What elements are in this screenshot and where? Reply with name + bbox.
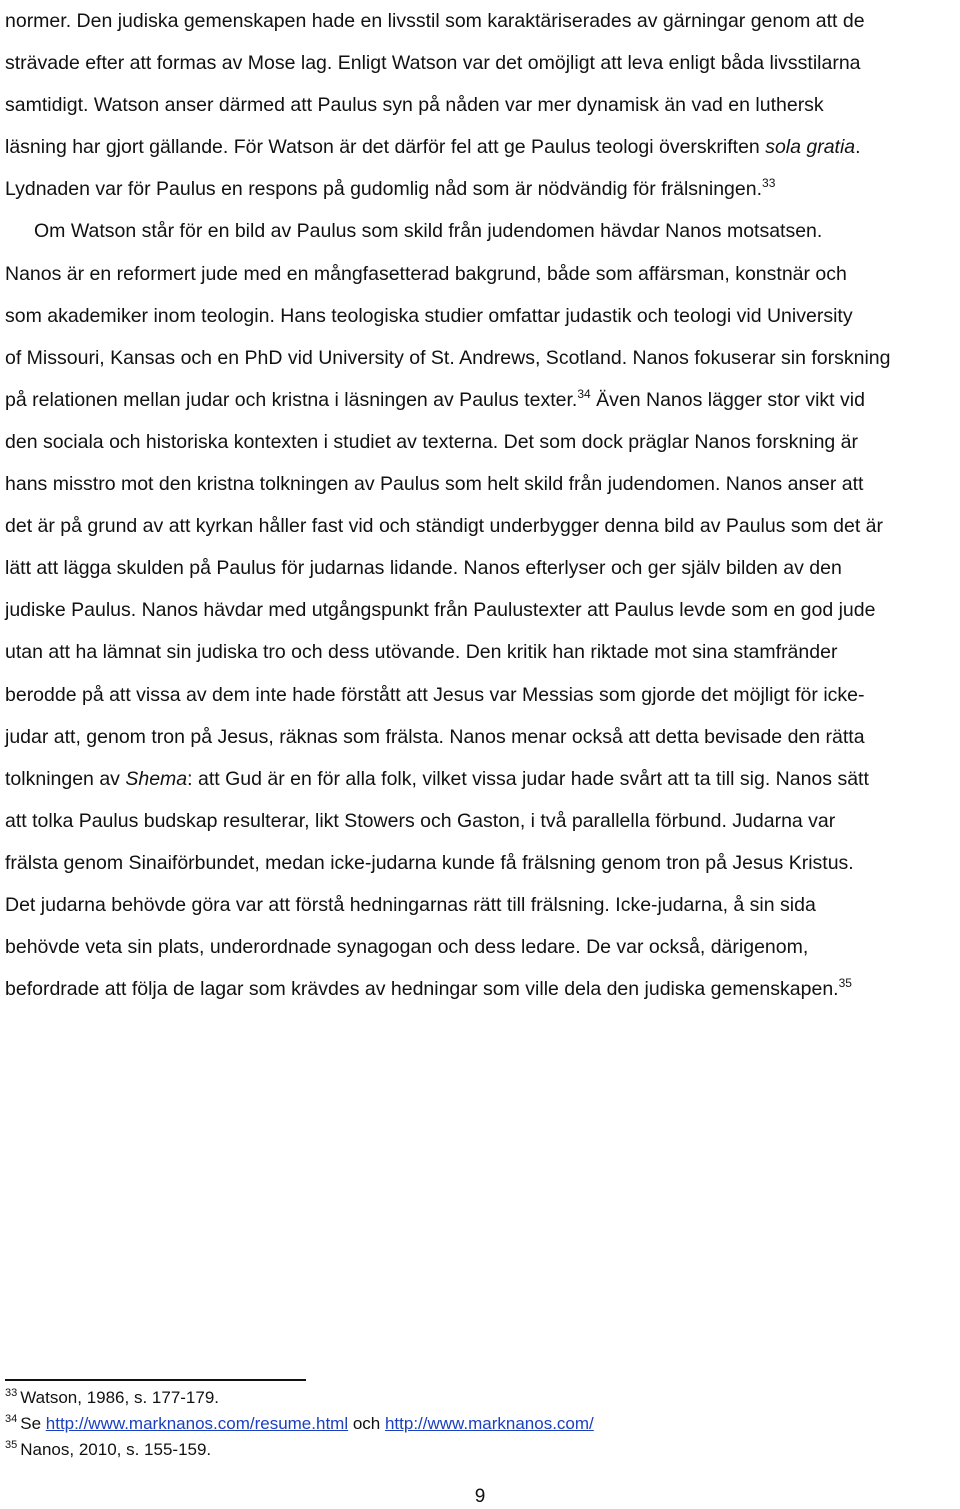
footnotes [5, 1385, 905, 1463]
footnote-ref-33[interactable]: 33 [762, 176, 776, 191]
text-line: berodde på att vissa av dem inte hade förstått att Jesus var Messias som gjorde det möjligt för icke- [5, 683, 865, 706]
text-line: den sociala och historiska kontexten i studiet av texterna. Det som dock präglar Nanos forskning är [5, 430, 859, 453]
text-line: att tolka Paulus budskap resulterar, likt Stowers och Gaston, i två parallella förbund. Judarna var [5, 809, 836, 832]
body-paragraphs [5, 0, 960, 1010]
text-line: strävade efter att formas av Mose lag. Enligt Watson var det omöjligt att leva enligt båda livsstilarna [5, 52, 861, 75]
text-line [5, 758, 960, 800]
text-line: utan att ha lämnat sin judiska tro och dess utövande. Den kritik han riktade mot sina stamfränder [5, 641, 838, 664]
page-number: 9 [474, 1486, 486, 1507]
italic-term: Shema [125, 767, 188, 790]
footnote-text: Watson, 1986, s. 177-179. [20, 1388, 220, 1407]
footnote-separator [5, 1379, 306, 1381]
italic-term: sola gratia [765, 136, 856, 159]
text-run: . [855, 136, 861, 159]
text-line [5, 379, 960, 421]
text-line: lätt att lägga skulden på Paulus för judarnas lidande. Nanos efterlyser och ger själv bilden av den [5, 557, 842, 580]
footnote-ref-35[interactable]: 35 [838, 976, 852, 991]
text-line: hans misstro mot den kristna tolkningen av Paulus som helt skild från judendomen. Nanos anser att [5, 473, 864, 496]
footnote-34 [5, 1411, 905, 1437]
text-line: of Missouri, Kansas och en PhD vid University of St. Andrews, Scotland. Nanos fokuserar sin forskning [5, 346, 891, 369]
text-run: tolkningen av [5, 767, 126, 790]
text-run: läsning har gjort gällande. För Watson är det därför fel att ge Paulus teologi överskriften [5, 136, 766, 159]
text-line [5, 168, 960, 210]
text-run: på relationen mellan judar och kristna i läsningen av Paulus texter. [5, 388, 578, 411]
text-run: : att Gud är en för alla folk, vilket vissa judar hade svårt att ta till sig. Nanos sätt [187, 767, 869, 790]
text-line: samtidigt. Watson anser därmed att Paulus syn på nåden var mer dynamisk än vad en luthersk [5, 94, 824, 117]
text-line: Nanos är en reformert jude med en mångfasetterad bakgrund, både som affärsman, konstnär och [5, 262, 847, 285]
text-line [5, 126, 960, 168]
footnote-35 [5, 1437, 905, 1463]
footnote-number: 35 [5, 1439, 18, 1451]
text-line: frälsta genom Sinaiförbundet, medan icke-judarna kunde få frälsning genom tron på Jesus Kristus. [5, 851, 854, 874]
footnote-ref-34[interactable]: 34 [577, 386, 591, 401]
text-line: Det judarna behövde göra var att förstå hedningarnas rätt till frälsning. Icke-judarna, å sin sida [5, 893, 816, 916]
text-run: Lydnaden var för Paulus en respons på gudomlig nåd som är nödvändig för frälsningen. [5, 178, 763, 201]
text-line [5, 968, 960, 1010]
text-run: Även Nanos lägger stor vikt vid [590, 388, 865, 411]
footnote-text: Se [20, 1414, 46, 1433]
footnote-text: och [348, 1414, 385, 1433]
footnote-number: 33 [5, 1387, 18, 1399]
footnote-text: Nanos, 2010, s. 155-159. [20, 1440, 212, 1459]
text-line: behövde veta sin plats, underordnade synagogan och dess ledare. De var också, därigenom, [5, 936, 809, 959]
text-line: judar att, genom tron på Jesus, räknas som frälsta. Nanos menar också att detta bevisade den rätta [5, 725, 865, 748]
footnote-33 [5, 1385, 905, 1411]
text-line: judiske Paulus. Nanos hävdar med utgångspunkt från Paulustexter att Paulus levde som en god jude [5, 599, 876, 622]
text-line: normer. Den judiska gemenskapen hade en livsstil som karaktäriserades av gärningar genom att de [5, 10, 865, 32]
text-run: befordrade att följa de lagar som krävdes av hedningar som ville dela den judiska gemenskapen. [5, 978, 839, 1001]
link-marknanos-resume[interactable]: http://www.marknanos.com/resume.html [45, 1414, 349, 1433]
link-marknanos-home[interactable]: http://www.marknanos.com/ [384, 1414, 594, 1433]
text-line: som akademiker inom teologin. Hans teologiska studier omfattar judastik och teologi vid University [5, 304, 853, 327]
text-line-paragraph-start: Om Watson står för en bild av Paulus som skild från judendomen hävdar Nanos motsatsen. [34, 220, 823, 243]
text-line: det är på grund av att kyrkan håller fast vid och ständigt underbygger denna bild av Paulus som det är [5, 515, 884, 538]
footnote-number: 34 [5, 1413, 18, 1425]
